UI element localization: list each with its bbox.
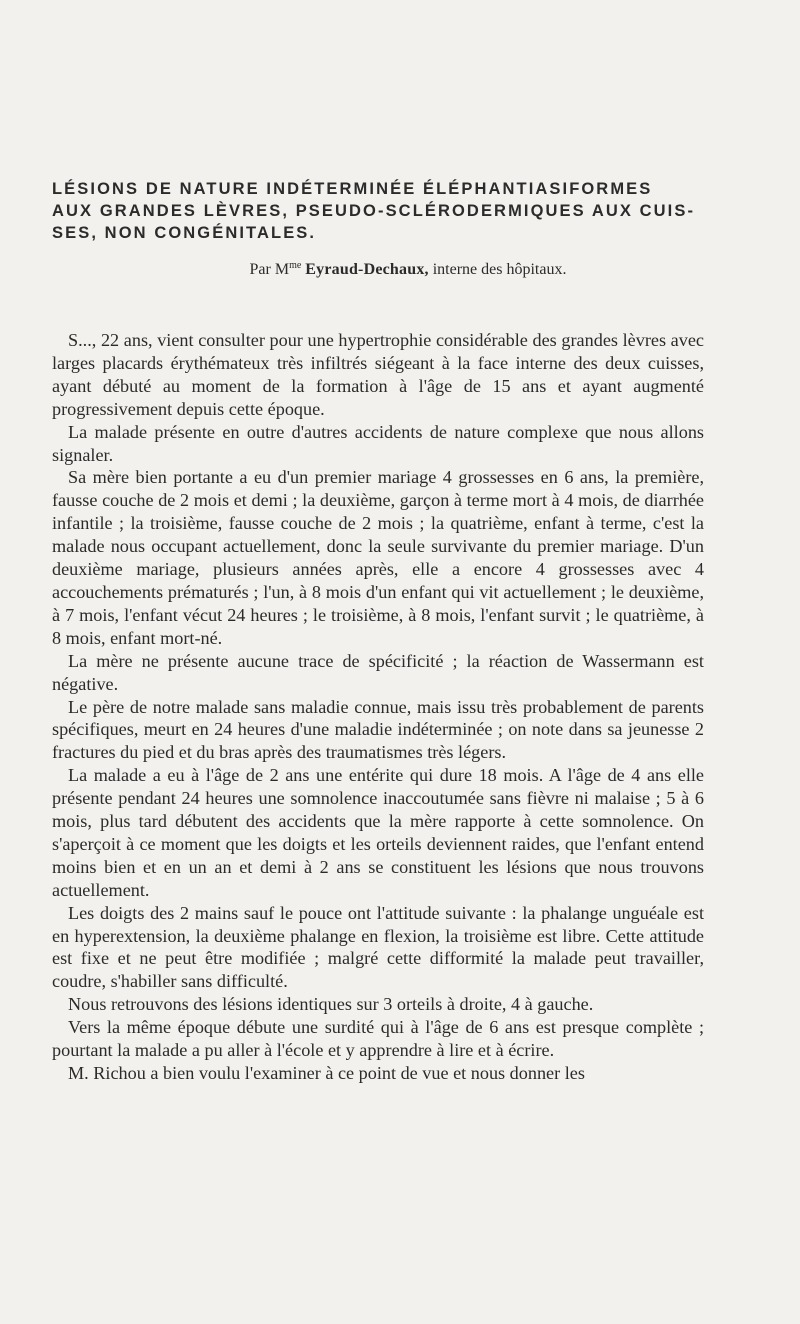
paragraph: M. Richou a bien voulu l'examiner à ce point de vue et nous donner les — [68, 1063, 585, 1083]
paragraph: La mère ne présente aucune trace de spécificité ; la réaction de Wassermann est négative. — [52, 650, 704, 694]
paragraph: La malade présente en outre d'autres accidents de nature complexe que nous allons signaler. — [52, 421, 704, 465]
article-title — [52, 178, 704, 244]
paragraph: Sa mère bien portante a eu d'un premier mariage 4 grossesses en 6 ans, la première, fausse couche de 2 mois et demi ; la deuxième, garçon à terme mort à 4 mois, de diarrhée infantile ; la troisième, fausse couche de 2 mois ; la quatrième, enfant à terme, c'est la malade nous occupant actuellement, donc la seule survivante du premier mariage. D'un deuxième mariage, plusieurs années après, elle a encore 4 grossesses avec 4 accouchements prématurés ; l'un, à 8 mois d'un enfant qui vit actuellement ; le deuxième, à 7 mois, l'enfant vécut 24 heures ; le troisième, à 8 mois, l'enfant survit ; le quatrième, à 8 mois, enfant mort-né. — [52, 467, 704, 648]
title-line: LÉSIONS DE NATURE INDÉTERMINÉE ÉLÉPHANTIASIFORMES — [52, 180, 653, 198]
paragraph: Les doigts des 2 mains sauf le pouce ont l'attitude suivante : la phalange unguéale est en hyperextension, la deuxième phalange en flexion, la troisième est libre. Cette attitude est fixe et ne peut être modifiée ; malgré cette difformité la malade peut travailler, coudre, s'habiller sans difficulté. — [52, 902, 704, 992]
title-line: AUX GRANDES LÈVRES, PSEUDO-SCLÉRODERMIQUES AUX CUIS- — [52, 202, 696, 220]
author-name: Eyraud-Dechaux, — [305, 261, 429, 278]
byline-par: Par M — [249, 261, 290, 278]
author-role: interne des hôpitaux. — [428, 261, 567, 278]
article-body — [52, 329, 704, 1085]
paragraph: Nous retrouvons des lésions identiques sur 3 orteils à droite, 4 à gauche. — [68, 994, 594, 1015]
byline — [52, 260, 704, 279]
title-line: SES, NON CONGÉNITALES. — [52, 224, 317, 242]
byline-sup: me — [289, 260, 302, 271]
paragraph: S..., 22 ans, vient consulter pour une hypertrophie considérable des grandes lèvres avec larges placards érythémateux très infiltrés siégeant à la face interne des deux cuisses, ayant débuté au moment de la formation à l'âge de 15 ans et ayant augmenté progressivement depuis cette époque. — [52, 330, 704, 419]
paragraph: La malade a eu à l'âge de 2 ans une entérite qui dure 18 mois. A l'âge de 4 ans elle présente pendant 24 heures une somnolence inaccoutumée sans fièvre ni malaise ; 5 à 6 mois, plus tard débutent des accidents que la mère rapporte à cette somnolence. On s'aperçoit à ce moment que les doigts et les orteils deviennent raides, que l'enfant entend moins bien et en un an et demi à 2 ans se constituent les lésions que nous trouvons actuellement. — [52, 765, 704, 900]
paragraph: Le père de notre malade sans maladie connue, mais issu très probablement de parents spécifiques, meurt en 24 heures d'une maladie indéterminée ; on note dans sa jeunesse 2 fractures du pied et du bras après des traumatismes très légers. — [52, 696, 704, 763]
paragraph: Vers la même époque débute une surdité qui à l'âge de 6 ans est presque complète ; pourtant la malade a pu aller à l'école et y apprendre à lire et à écrire. — [52, 1017, 704, 1061]
